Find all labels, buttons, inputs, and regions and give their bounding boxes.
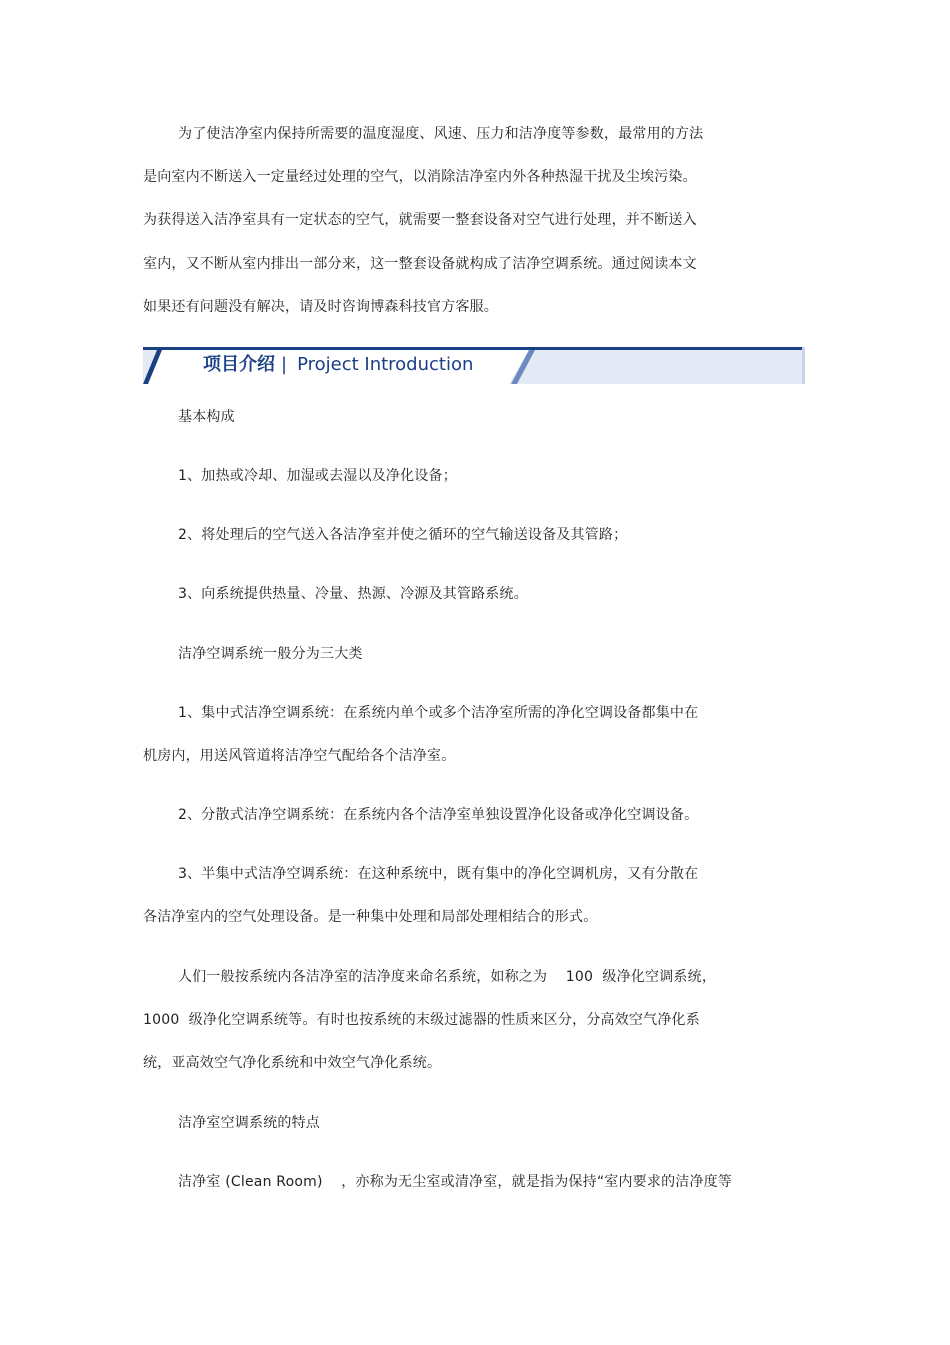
list-item: 1、加热或冷却、加湿或去湿以及净化设备； [178,468,457,484]
list-item-continuation: 机房内，用送风管道将洁净空气配给各个洁净室。 [143,748,456,764]
list-item: 3、向系统提供热量、冷量、热源、冷源及其管路系统。 [178,586,528,602]
banner-title [203,353,473,377]
intro-line-5: 如果还有问题没有解决，请及时咨询博森科技官方客服。 [143,299,498,315]
list-item: 3、半集中式洁净空调系统：在这种系统中，既有集中的净化空调机房，又有分散在 [178,866,699,882]
intro-line-3: 为获得送入洁净室具有一定状态的空气，就需要一整套设备对空气进行处理，并不断送入 [143,212,697,228]
banner-title-en: Project Introduction [297,354,474,375]
section-heading-basic-composition: 基本构成 [178,409,235,425]
list-item: 2、将处理后的空气送入各洁净室并使之循环的空气输送设备及其管路； [178,527,628,543]
list-item: 2、分散式洁净空调系统：在系统内各个洁净室单独设置净化设备或净化空调设备。 [178,807,699,823]
list-item: 1、集中式洁净空调系统：在系统内单个或多个洁净室所需的净化空调设备都集中在 [178,705,699,721]
paragraph-line: 人们一般按系统内各洁净室的洁净度来命名系统，如称之为 100 级净化空调系统， [178,969,717,985]
paragraph-line: 统，亚高效空气净化系统和中效空气净化系统。 [143,1055,442,1071]
intro-line-1: 为了使洁净室内保持所需要的温度湿度、风速、压力和洁净度等参数，最常用的方法 [178,126,704,142]
list-item-continuation: 各洁净室内的空气处理设备。是一种集中处理和局部处理相结合的形式。 [143,909,598,925]
section-heading-features: 洁净室空调系统的特点 [178,1115,320,1131]
intro-line-2: 是向室内不断送入一定量经过处理的空气，以消除洁净室内外各种热湿干扰及尘埃污染。 [143,169,697,185]
banner-title-cn: 项目介绍 [203,354,275,375]
paragraph-line: 1000 级净化空调系统等。有时也按系统的末级过滤器的性质来区分，分高效空气净化系 [143,1012,700,1028]
banner-separator: | [281,354,288,375]
section-heading-three-types: 洁净空调系统一般分为三大类 [178,646,363,662]
intro-line-4: 室内，又不断从室内排出一部分来，这一整套设备就构成了洁净空调系统。通过阅读本文 [143,256,697,272]
project-introduction-banner [143,347,805,384]
paragraph-line: 洁净室 (Clean Room) ，亦称为无尘室或清净室，就是指为保持“室内要求的洁净度等 [178,1174,733,1190]
